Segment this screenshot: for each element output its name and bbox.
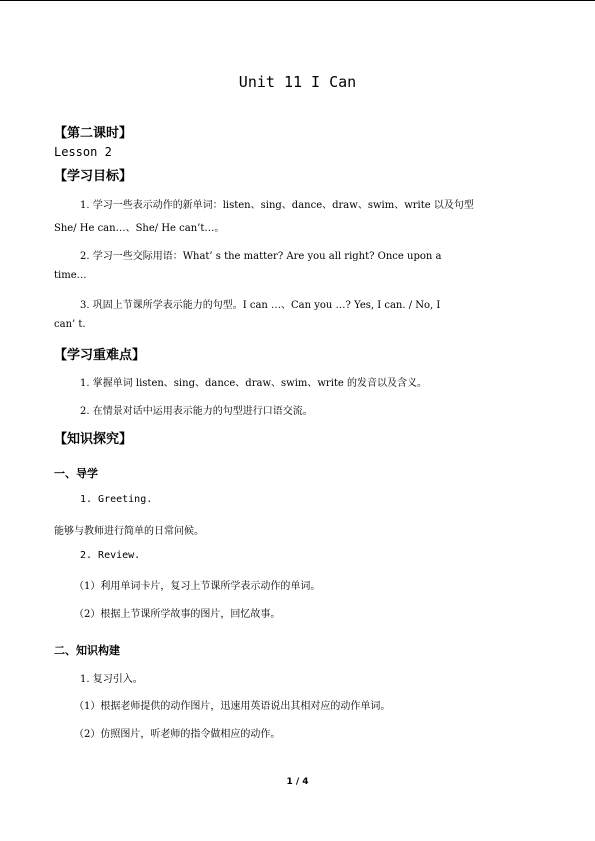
section-2-item-1: 1. 复习引入。 (80, 674, 143, 685)
objective-3-line-2: can’ t. (54, 319, 86, 330)
section-2-sub-2: （2）仿照图片，听老师的指令做相应的动作。 (74, 729, 281, 740)
key-point-1: 1. 掌握单词 listen、sing、dance、draw、swim、write 的发音以及含义。 (80, 378, 428, 389)
top-border-line (0, 0, 595, 1)
section-1-sub-2: （2）根据上节课所学故事的图片，回忆故事。 (74, 609, 281, 620)
section-2-sub-1: （1）根据老师提供的动作图片，迅速用英语说出其相对应的动作单词。 (74, 701, 391, 712)
section-1-item-1: 1. Greeting. (80, 494, 153, 505)
section-1-item-2: 2. Review. (80, 550, 141, 561)
exploration-heading: 【知识探究】 (54, 432, 133, 447)
objective-1-line-2: She/ He can…、She/ He can’t…。 (54, 223, 225, 234)
objective-1-line-1: 1. 学习一些表示动作的新单词：listen、sing、dance、draw、swim、write 以及句型 (80, 200, 474, 211)
document-title: Unit 11 I Can (238, 73, 357, 91)
objective-3-line-1: 3. 巩固上节课所学表示能力的句型。I can …、Can you …? Yes, I can. / No, I (80, 300, 441, 311)
section-1-item-1-desc: 能够与教师进行简单的日常问候。 (54, 526, 204, 537)
section-2-heading: 二、知识构建 (54, 644, 120, 657)
objectives-heading: 【学习目标】 (54, 169, 133, 184)
lesson-label: Lesson 2 (54, 145, 112, 159)
period-heading: 【第二课时】 (54, 126, 133, 141)
key-point-2: 2. 在情景对话中运用表示能力的句型进行口语交流。 (80, 406, 313, 417)
objective-2-line-1: 2. 学习一些交际用语：What’ s the matter? Are you all right? Once upon a (80, 251, 442, 262)
key-points-heading: 【学习重难点】 (54, 348, 146, 363)
page-number: 1 / 4 (286, 777, 309, 787)
section-1-heading: 一、导学 (54, 467, 98, 480)
section-1-sub-1: （1）利用单词卡片，复习上节课所学表示动作的单词。 (74, 581, 321, 592)
objective-2-line-2: time… (54, 270, 87, 281)
